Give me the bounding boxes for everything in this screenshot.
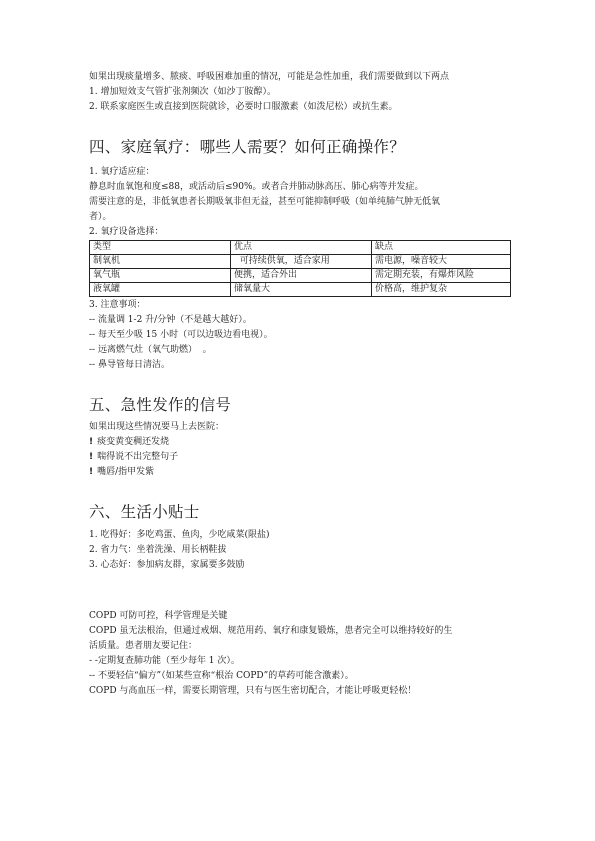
- intro-item: 1. 增加短效支气管扩张剂频次（如沙丁胺醇）。: [89, 87, 276, 97]
- signal-item: [89, 450, 519, 465]
- exclamation-icon: !: [89, 437, 94, 447]
- table-cell: 需电源，噪音较大: [372, 255, 511, 269]
- exclamation-icon: !: [89, 452, 94, 462]
- signal-text: 嘴唇/指甲发紫: [97, 467, 155, 477]
- table-row: [90, 283, 511, 297]
- table-cell: 液氧罐: [90, 283, 231, 297]
- note-text: 需要注意的是，非低氧患者长期吸氧非但无益，甚至可能抑制呼吸（如单纯肺气肿无低氧: [89, 197, 441, 207]
- tip-item: 2. 省力气：坐着洗澡、用长柄鞋拔: [89, 545, 227, 555]
- table-header-row: [90, 241, 511, 255]
- document-body: [89, 70, 519, 699]
- table-cell: 制氧机: [90, 255, 231, 269]
- table-cell: 氧气瓶: [90, 269, 231, 283]
- table-cell: 价格高，维护复杂: [372, 283, 511, 297]
- signal-item: [89, 465, 519, 480]
- equipment-label: 2. 氧疗设备选择：: [89, 227, 164, 237]
- table-header-cell: 优点: [231, 241, 372, 255]
- intro-text: 如果出现痰量增多、脓痰、呼吸困难加重的情况，可能是急性加重，我们需要做到以下两点: [89, 72, 450, 82]
- section-heading: 五、急性发作的信号: [89, 396, 232, 414]
- signal-text: 喘得说不出完整句子: [97, 452, 179, 462]
- signal-item: [89, 435, 519, 450]
- table-cell: 可持续供氧，适合家用: [231, 255, 372, 269]
- table-cell: 需定期充装，有爆炸风险: [372, 269, 511, 283]
- closing-text: COPD 虽无法根治，但通过戒烟、规范用药、氧疗和康复锻炼，患者完全可以维持较好的生: [89, 626, 453, 636]
- precaution-item: -- 鼻导管每日清洁。: [89, 360, 170, 370]
- note-text: 者）。: [89, 212, 112, 222]
- precautions-label: 3. 注意事项：: [89, 300, 146, 310]
- closing-text: COPD 与高血压一样，需要长期管理，只有与医生密切配合，才能让呼吸更轻松！: [89, 686, 417, 696]
- section-heading: 四、家庭氧疗：哪些人需要？如何正确操作？: [89, 138, 406, 156]
- tip-item: 3. 心态好：参加病友群，家属要多鼓励: [89, 560, 245, 570]
- intro-item: 2. 联系家庭医生或直接到医院就诊，必要时口服激素（如泼尼松）或抗生素。: [89, 102, 398, 112]
- closing-heading: COPD 可防可控，科学管理是关键: [89, 611, 228, 621]
- table-header-cell: 缺点: [372, 241, 511, 255]
- table-header-cell: 类型: [90, 241, 231, 255]
- section-heading: 六、生活小贴士: [89, 503, 200, 521]
- indication-label: 1. 氧疗适应症：: [89, 167, 155, 177]
- oxygen-equipment-table: [89, 240, 511, 297]
- tip-item: 1. 吃得好：多吃鸡蛋、鱼肉，少吃咸菜(限盐): [89, 530, 270, 540]
- precaution-item: -- 流量调 1-2 升/分钟（不是越大越好）。: [89, 315, 252, 325]
- indication-text: 静息时血氧饱和度≤88，或活动后≤90%。或者合并肺动脉高压、肺心病等并发症。: [89, 182, 424, 192]
- table-cell: 储氧量大: [231, 283, 372, 297]
- table-row: [90, 269, 511, 283]
- closing-text: - -定期复查肺功能（至少每年 1 次）。: [89, 656, 240, 666]
- precaution-item: -- 远离燃气灶（氧气助燃） 。: [89, 345, 212, 355]
- closing-text: -- 不要轻信“偏方”（如某些宣称“根治 COPD”的草药可能含激素）。: [89, 671, 354, 681]
- table-cell: 便携，适合外出: [231, 269, 372, 283]
- precaution-item: -- 每天至少吸 15 小时（可以边吸边看电视）。: [89, 330, 273, 340]
- table-row: [90, 255, 511, 269]
- exclamation-icon: !: [89, 467, 94, 477]
- signal-text: 痰变黄变稠还发烧: [97, 437, 170, 447]
- closing-text: 活质量。患者朋友要记住：: [89, 641, 198, 651]
- signals-intro: 如果出现这些情况要马上去医院：: [89, 422, 225, 432]
